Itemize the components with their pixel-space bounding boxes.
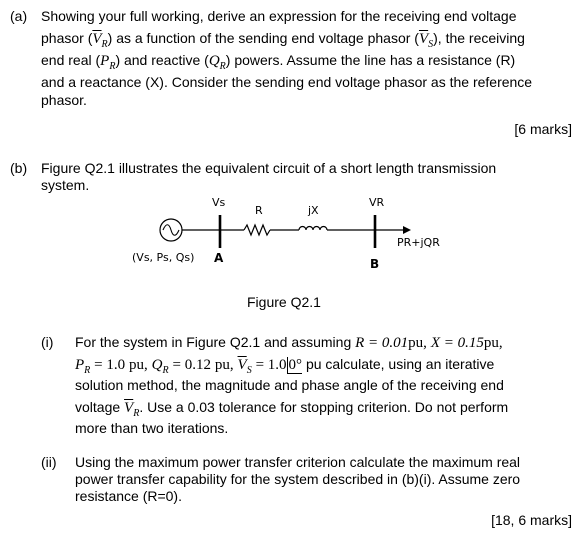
part-a-line-1: Showing your full working, derive an expression for the receiving end voltage bbox=[41, 8, 517, 24]
bus-a-label: A bbox=[214, 251, 224, 265]
part-a-label: (a) bbox=[10, 8, 28, 24]
jx-label: jX bbox=[308, 204, 319, 217]
sub-i-line-5: more than two iterations. bbox=[75, 420, 229, 436]
sub-i-line-3: solution method, the magnitude and phase angle of the receiving end bbox=[75, 377, 504, 393]
part-b-line-2: system. bbox=[41, 177, 90, 193]
sub-i-label: (i) bbox=[41, 334, 54, 350]
part-b-marks: [18, 6 marks] bbox=[491, 512, 572, 528]
sub-ii-line-2: power transfer capability for the system described in (b)(i). Assume zero bbox=[75, 471, 521, 487]
pr-symbol: P bbox=[100, 53, 110, 69]
qr-symbol: Q bbox=[208, 53, 220, 69]
sub-i-line-4: voltage $\overline{V}_R$. Use a 0.03 tolerance for stopping criterion. Do not perform bbox=[75, 399, 509, 419]
sub-ii-line-1: Using the maximum power transfer criterion calculate the maximum real bbox=[75, 454, 521, 470]
load-label: PR+jQR bbox=[397, 236, 440, 249]
send-end-label: (Vs, Ps, Qs) bbox=[132, 251, 195, 264]
bus-b-label: B bbox=[370, 257, 380, 271]
vs-symbol: $\overline{V}$ bbox=[418, 31, 429, 47]
vs-label: Vs bbox=[212, 196, 226, 209]
vr-label: VR bbox=[369, 196, 385, 209]
part-a-line-3: end real $(P_R)$ and reactive $(Q_R)$ powers. Assume the line has a resistance (R) bbox=[41, 52, 516, 72]
arrow-right-icon bbox=[403, 226, 411, 234]
r-equation: R = 0.01 bbox=[355, 335, 409, 351]
part-b-line-1: Figure Q2.1 illustrates the equivalent circuit of a short length transmission bbox=[41, 160, 497, 176]
part-a-line-4: and a reactance (X). Consider the sending end voltage phasor as the reference bbox=[41, 74, 533, 90]
part-a-marks: [6 marks] bbox=[514, 121, 572, 137]
angle-symbol: 0° bbox=[288, 357, 303, 373]
resistor-icon bbox=[244, 225, 270, 235]
part-a-line-5: phasor. bbox=[41, 92, 87, 108]
circuit-diagram bbox=[0, 190, 583, 280]
sine-wave-icon bbox=[163, 225, 179, 236]
vr-symbol: $\overline{V}$ bbox=[92, 31, 102, 47]
inductor-icon bbox=[299, 227, 327, 231]
sub-ii-line-3: resistance (R=0). bbox=[75, 488, 182, 504]
part-a-line-2: phasor $(\overline{V}_R)$ as a function of the sending end voltage phasor $(\overline{V}_S)$, the receiving bbox=[41, 30, 525, 50]
figure-caption: Figure Q2.1 bbox=[247, 294, 321, 310]
sub-i-line-1: For the system in Figure Q2.1 and assuming R = 0.01pu, X = 0.15pu, bbox=[75, 334, 503, 351]
sub-ii-label: (ii) bbox=[41, 454, 57, 470]
sub-i-line-2: $P_R = 1.0$ pu, $Q_R = 0.12$ pu, $\overline{V}_S = 1.0$ 0° pu calculate, using an iterative bbox=[75, 356, 495, 376]
x-equation: X = 0.15 bbox=[430, 335, 484, 351]
r-label: R bbox=[255, 204, 263, 217]
part-b-label: (b) bbox=[10, 160, 28, 176]
